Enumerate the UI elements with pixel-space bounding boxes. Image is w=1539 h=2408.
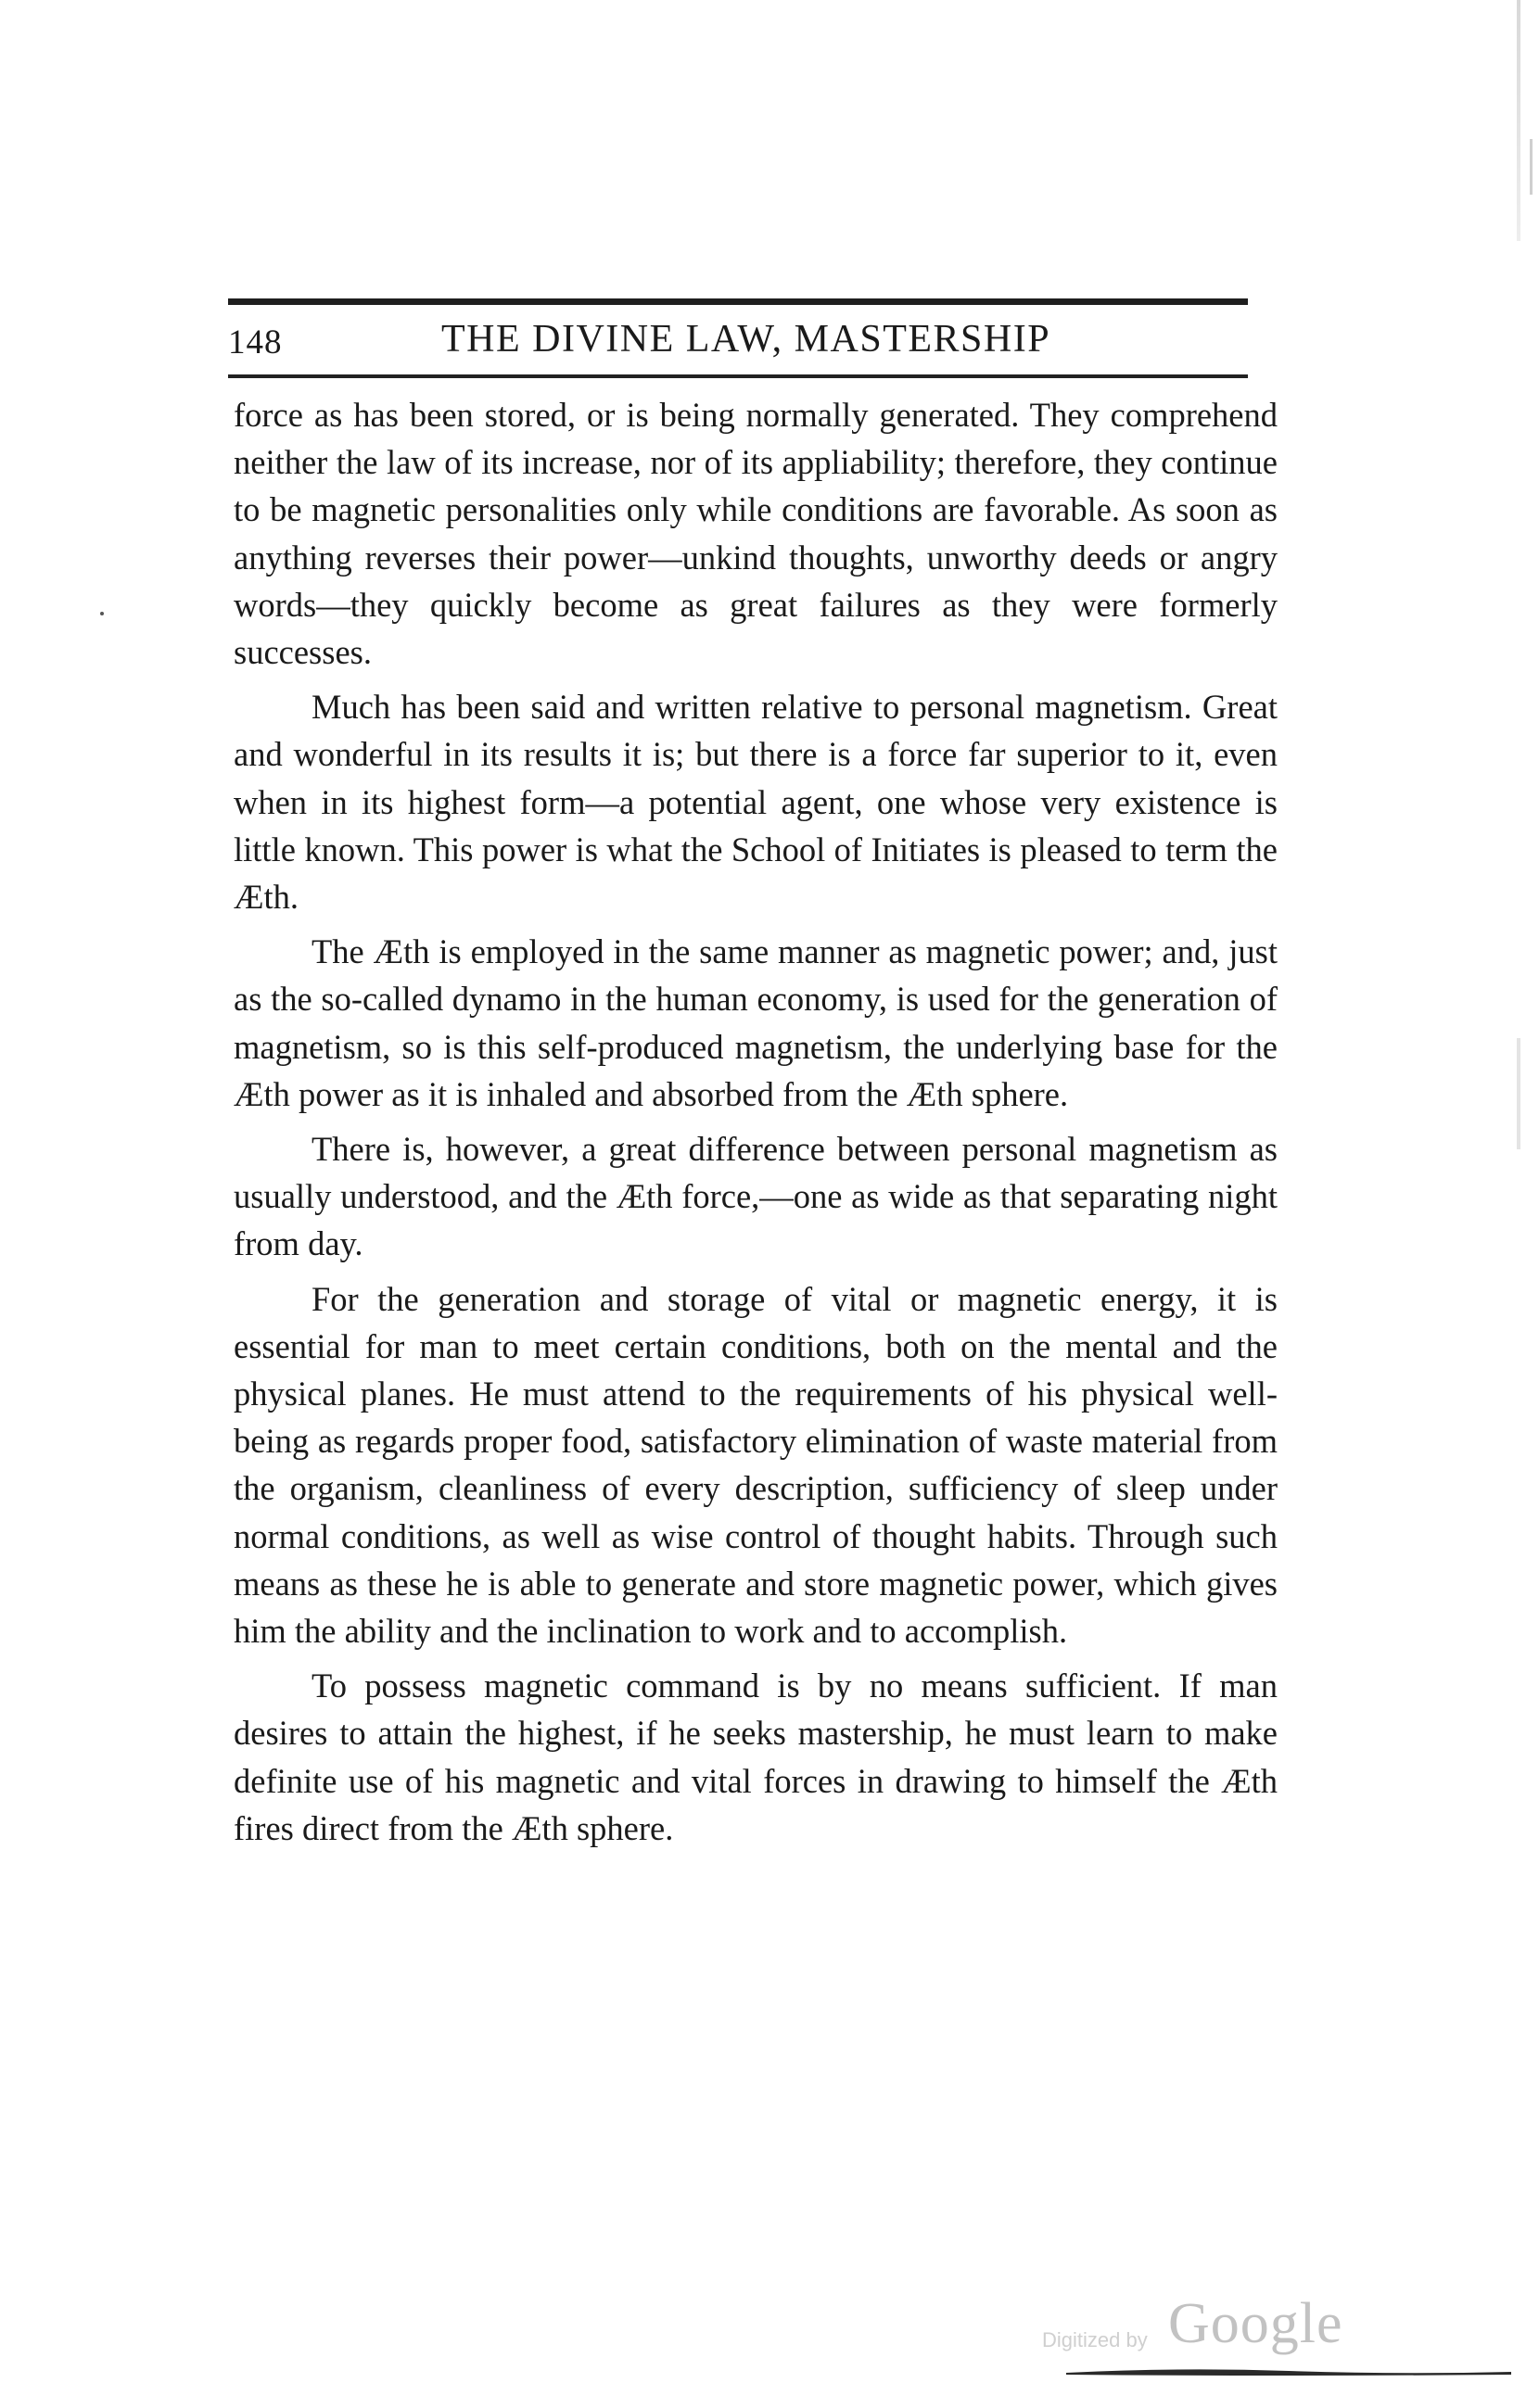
paragraph: Much has been said and written relative to personal magnetism. Great and wonderful in its results it is; but there is a force far superior to it, even when in its highest form—a potential agent, one whose very existence is little known. This power is what the School of Initiates is pleased to term the Æth. [234,688,1278,917]
scan-smudge [1066,2365,1511,2376]
scan-edge-shadow [1517,0,1520,241]
watermark-prefix: Digitized by [1042,2328,1148,2351]
google-logo: Google [1168,2292,1343,2355]
paragraph: To possess magnetic command is by no means sufficient. If man desires to attain the highest, if he seeks mastership, he must learn to make definite use of his magnetic and vital forces in drawing to himself the Æth fires direct from the Æth sphere. [234,1667,1278,1847]
digitized-by-google-watermark [1037,2288,1352,2371]
header-rule-top [228,298,1248,305]
paragraph: There is, however, a great difference between personal magnetism as usually understood, and the Æth force,—one as wide as that separating night from day. [234,1130,1278,1263]
page-number: 148 [228,323,283,361]
scan-edge-shadow [1517,1038,1520,1149]
paragraph: The Æth is employed in the same manner as magnetic power; and, just as the so-called dynamo in the human economy, is used for the generation of magnetism, so is this self-produced magnetism, the underlying base for the Æth power as it is inhaled and absorbed from the Æth sphere. [234,932,1278,1113]
running-head: THE DIVINE LAW, MASTERSHIP [441,318,1051,361]
page-header [228,317,1248,371]
header-rule-bottom [228,374,1248,378]
body-text [234,391,1278,1859]
paragraph: For the generation and storage of vital or magnetic energy, it is essential for man to meet certain conditions, both on the mental and the physical planes. He must attend to the requirements of his physical well-being as regards proper food, satisfactory elimination of waste material from the organism, cleanliness of every description, sufficiency of sleep under normal conditions, as well as wise control of thought habits. Through such means as these he is able to generate and store magnetic power, which gives him the ability and the inclination to work and to accomplish. [234,1279,1278,1651]
scan-edge-shadow [1530,139,1533,195]
scan-speck [100,612,104,615]
paragraph: force as has been stored, or is being normally generated. They comprehend neither the law of its increase, nor of its appliability; therefore, they continue to be magnetic personalities only while conditions are favorable. As soon as anything reverses their power—unkind thoughts, unworthy deeds or angry words—they quickly become as great failures as they were formerly successes. [234,396,1278,672]
